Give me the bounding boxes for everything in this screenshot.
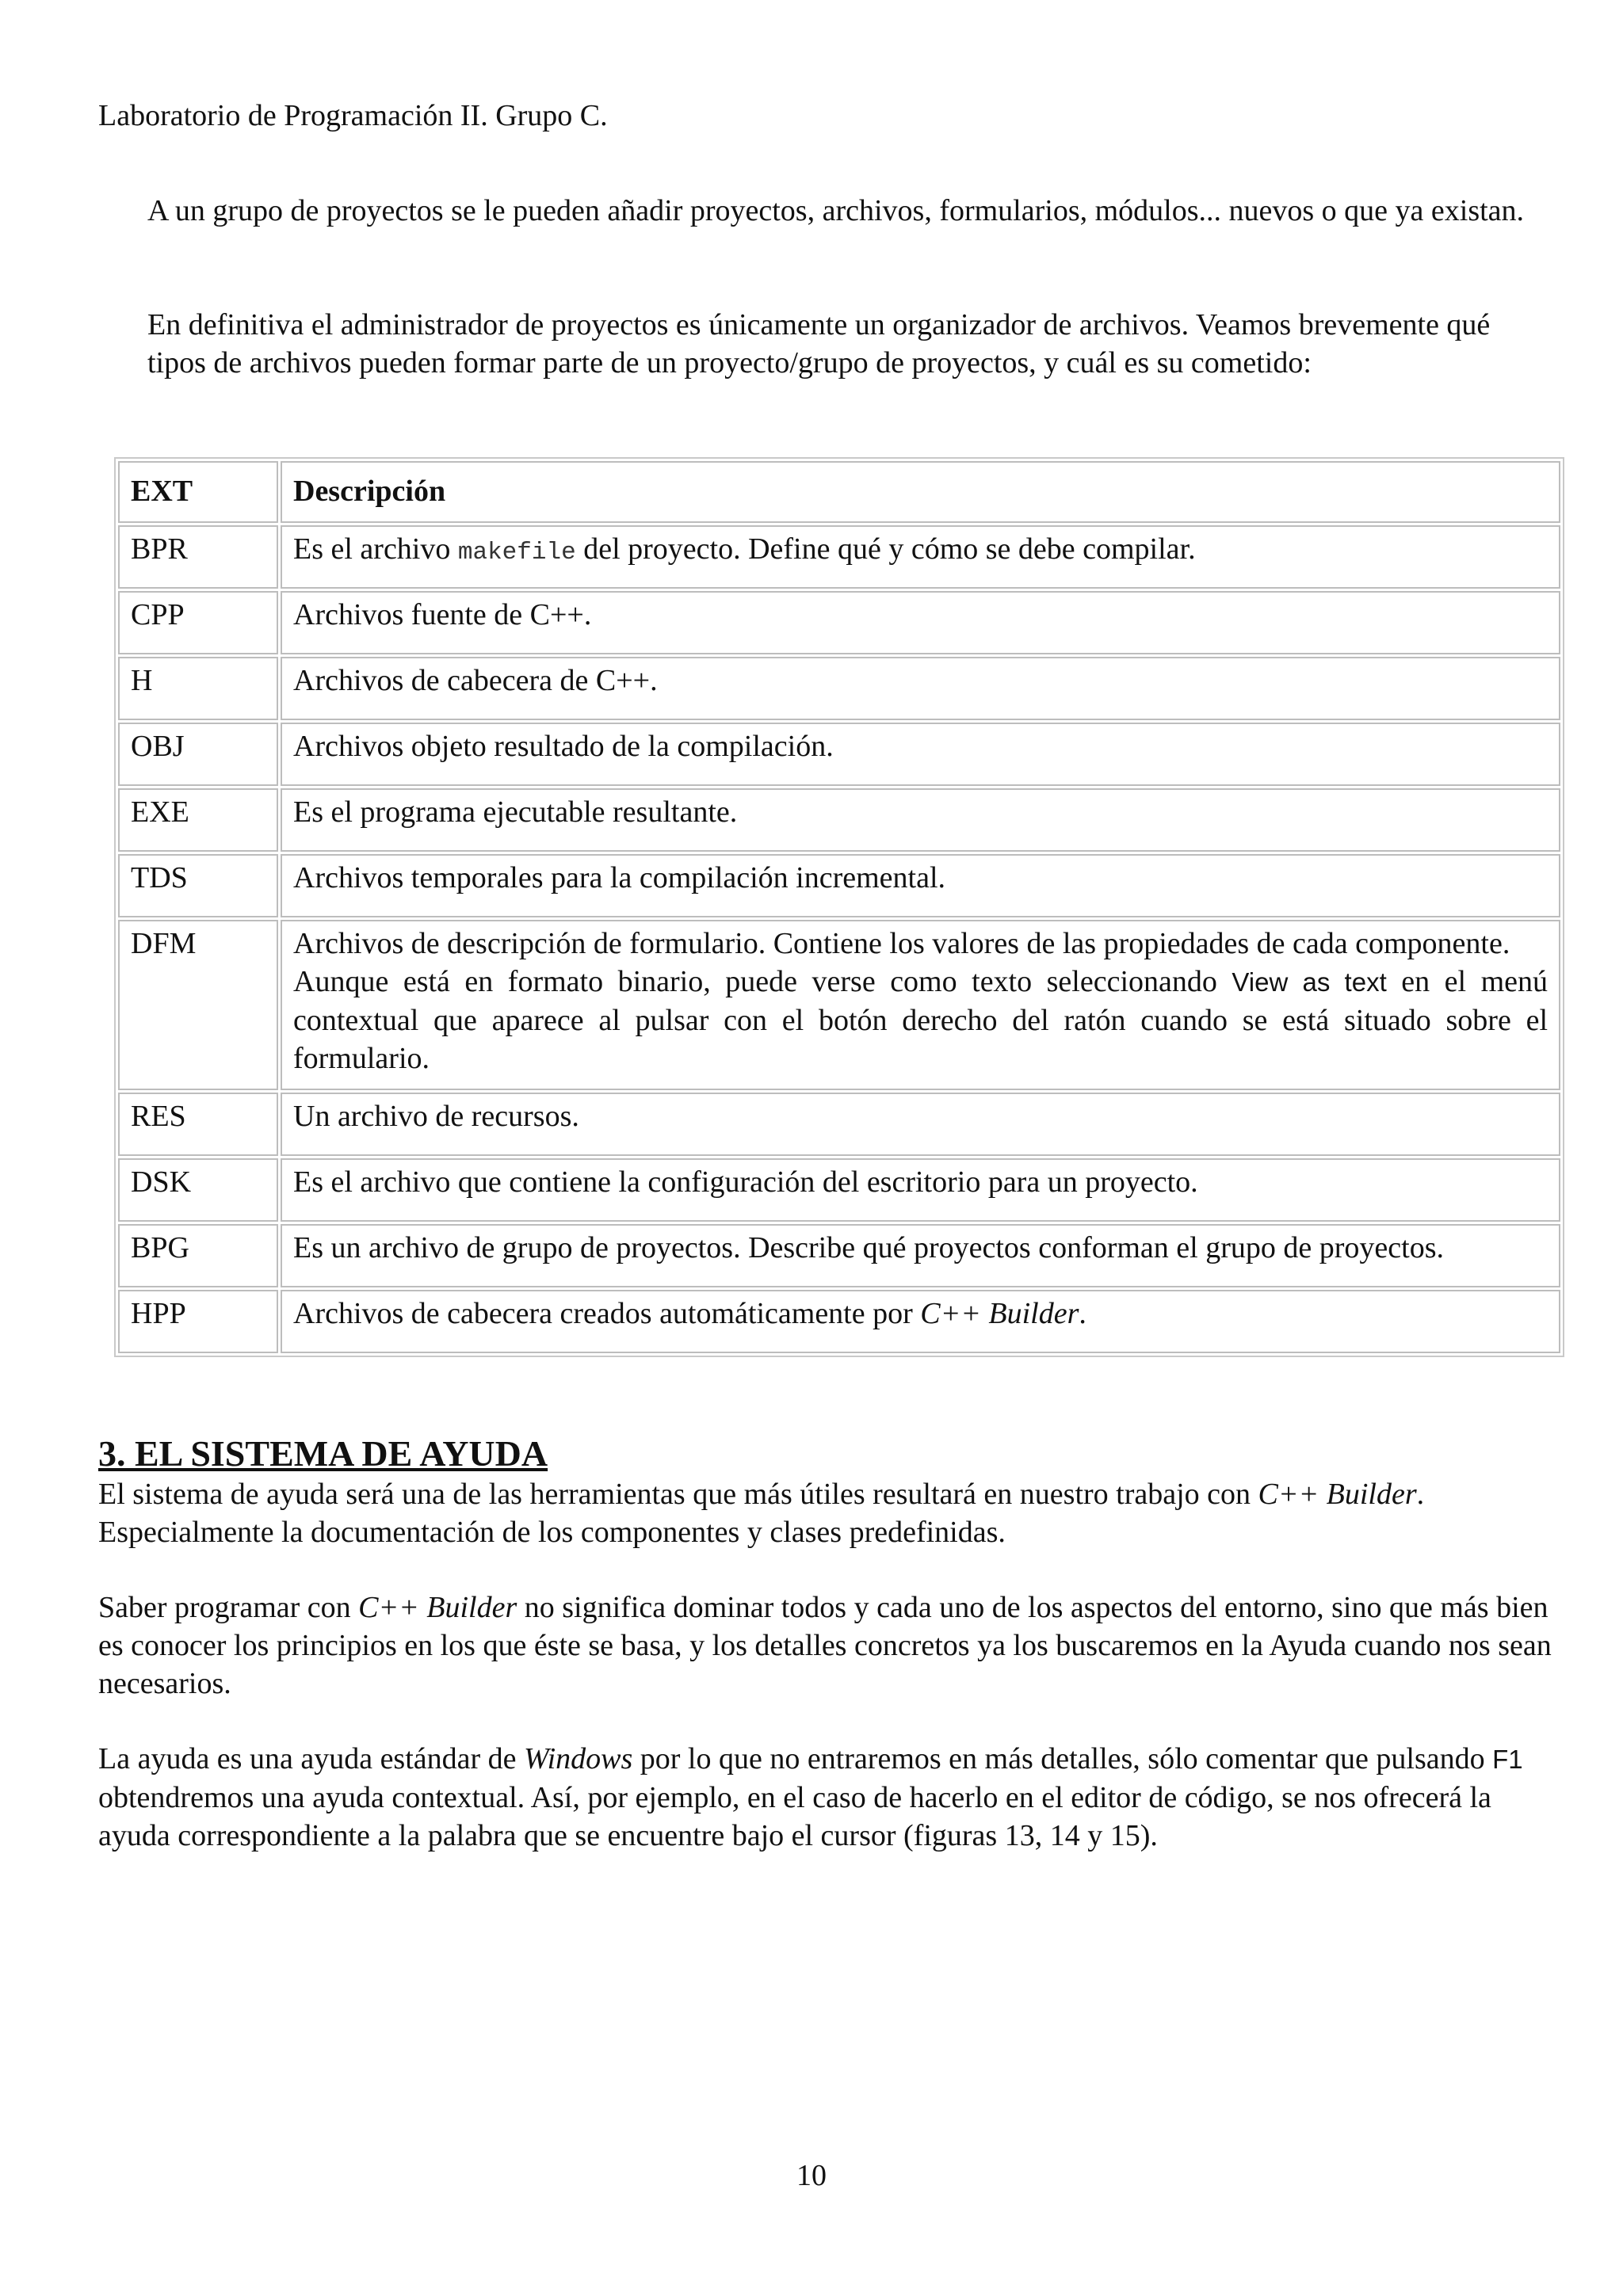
intro-paragraph-1: A un grupo de proyectos se le pueden añadir proyectos, archivos, formularios, módulos... nuevos o que ya existan. — [147, 194, 1525, 227]
description-cell: Archivos temporales para la compilación incremental. — [281, 854, 1560, 917]
desc-text: . — [1079, 1297, 1086, 1330]
table-row — [118, 591, 1560, 654]
desc-text: Aunque está en formato binario, puede verse como texto seleccionando — [293, 965, 1232, 998]
ext-cell: BPG — [118, 1224, 278, 1287]
header-description: Descripción — [281, 461, 1560, 523]
description-cell — [281, 1290, 1560, 1353]
para-text: por lo que no entraremos en más detalles, sólo comentar que pulsando — [632, 1742, 1493, 1775]
description-cell: Es el archivo que contiene la configuración del escritorio para un proyecto. — [281, 1158, 1560, 1222]
description-cell: Archivos de cabecera de C++. — [281, 657, 1560, 720]
description-cell: Un archivo de recursos. — [281, 1093, 1560, 1156]
para-text: . Especialmente la documentación de los componentes y clases predefinidas. — [98, 1478, 1425, 1549]
intro-paragraph-2: En definitiva el administrador de proyectos es únicamente un organizador de archivos. Veamos brevemente qué tipos de archivos pueden formar parte de un proyecto/grupo de proyectos, y cuál es su cometido: — [147, 308, 1491, 379]
para-emphasis: C++ Builder — [1258, 1478, 1417, 1511]
ext-cell: TDS — [118, 854, 278, 917]
para-text: Saber programar con — [98, 1591, 359, 1624]
running-header: Laboratorio de Programación II. Grupo C. — [98, 99, 608, 132]
table-row — [118, 854, 1560, 917]
file-types-table — [114, 457, 1564, 1357]
table-row — [118, 525, 1560, 589]
table-row — [118, 788, 1560, 852]
table-row — [118, 1224, 1560, 1287]
ext-cell: DFM — [118, 920, 278, 1090]
desc-emphasis: C++ Builder — [920, 1297, 1079, 1330]
menu-command-view-as-text: View as text — [1232, 967, 1387, 997]
ext-cell: DSK — [118, 1158, 278, 1222]
desc-text: del proyecto. Define qué y cómo se debe compilar. — [575, 532, 1196, 566]
para-text: El sistema de ayuda será una de las herramientas que más útiles resultará en nuestro trabajo con — [98, 1478, 1258, 1511]
description-cell: Es el programa ejecutable resultante. — [281, 788, 1560, 852]
ext-cell: RES — [118, 1093, 278, 1156]
section-heading: 3. EL SISTEMA DE AYUDA — [98, 1433, 548, 1474]
desc-line — [293, 963, 1548, 1077]
table-row — [118, 1093, 1560, 1156]
description-cell — [281, 920, 1560, 1090]
ext-cell: HPP — [118, 1290, 278, 1353]
ext-cell: BPR — [118, 525, 278, 589]
desc-text: Archivos de cabecera creados automáticamente por — [293, 1297, 921, 1330]
table-row — [118, 1290, 1560, 1353]
table-row — [118, 723, 1560, 786]
desc-text: en el menú contextual que aparece al pulsar con el botón derecho del ratón cuando se está situado sobre el formulario. — [293, 965, 1548, 1075]
para-text: no significa dominar todos y cada uno de los aspectos del entorno, sino que más bien es conocer los principios en los que éste se basa, y los detalles concretos ya los buscaremos en la Ayuda cuando nos sean necesarios. — [98, 1591, 1552, 1700]
description-cell — [281, 525, 1560, 589]
header-ext: EXT — [118, 461, 278, 523]
description-cell: Archivos objeto resultado de la compilación. — [281, 723, 1560, 786]
ext-cell: CPP — [118, 591, 278, 654]
description-cell: Es un archivo de grupo de proyectos. Describe qué proyectos conforman el grupo de proyectos. — [281, 1224, 1560, 1287]
table-row — [118, 1158, 1560, 1222]
section-paragraph-3 — [98, 1740, 1564, 1855]
para-text: obtendremos una ayuda contextual. Así, por ejemplo, en el caso de hacerlo en el editor de código, se nos ofrecerá la ayuda correspondiente a la palabra que se encuentre bajo el cursor (figuras 13, 14 y 15). — [98, 1781, 1491, 1852]
ext-cell: OBJ — [118, 723, 278, 786]
ext-cell: EXE — [118, 788, 278, 852]
code-makefile: makefile — [457, 539, 576, 566]
description-cell: Archivos fuente de C++. — [281, 591, 1560, 654]
section-paragraph-2 — [98, 1589, 1564, 1703]
para-emphasis: Windows — [524, 1742, 633, 1775]
ext-cell: H — [118, 657, 278, 720]
table-row — [118, 920, 1560, 1090]
section-paragraph-1 — [98, 1475, 1564, 1551]
para-text: La ayuda es una ayuda estándar de — [98, 1742, 525, 1775]
page-number: 10 — [796, 2159, 827, 2192]
table-row — [118, 657, 1560, 720]
desc-text: Es el archivo — [293, 532, 458, 566]
table-header-row — [118, 461, 1560, 523]
para-emphasis: C++ Builder — [358, 1591, 517, 1624]
key-f1: F1 — [1492, 1745, 1523, 1774]
desc-line: Archivos de descripción de formulario. Contiene los valores de las propiedades de cada componente. — [293, 927, 1510, 960]
